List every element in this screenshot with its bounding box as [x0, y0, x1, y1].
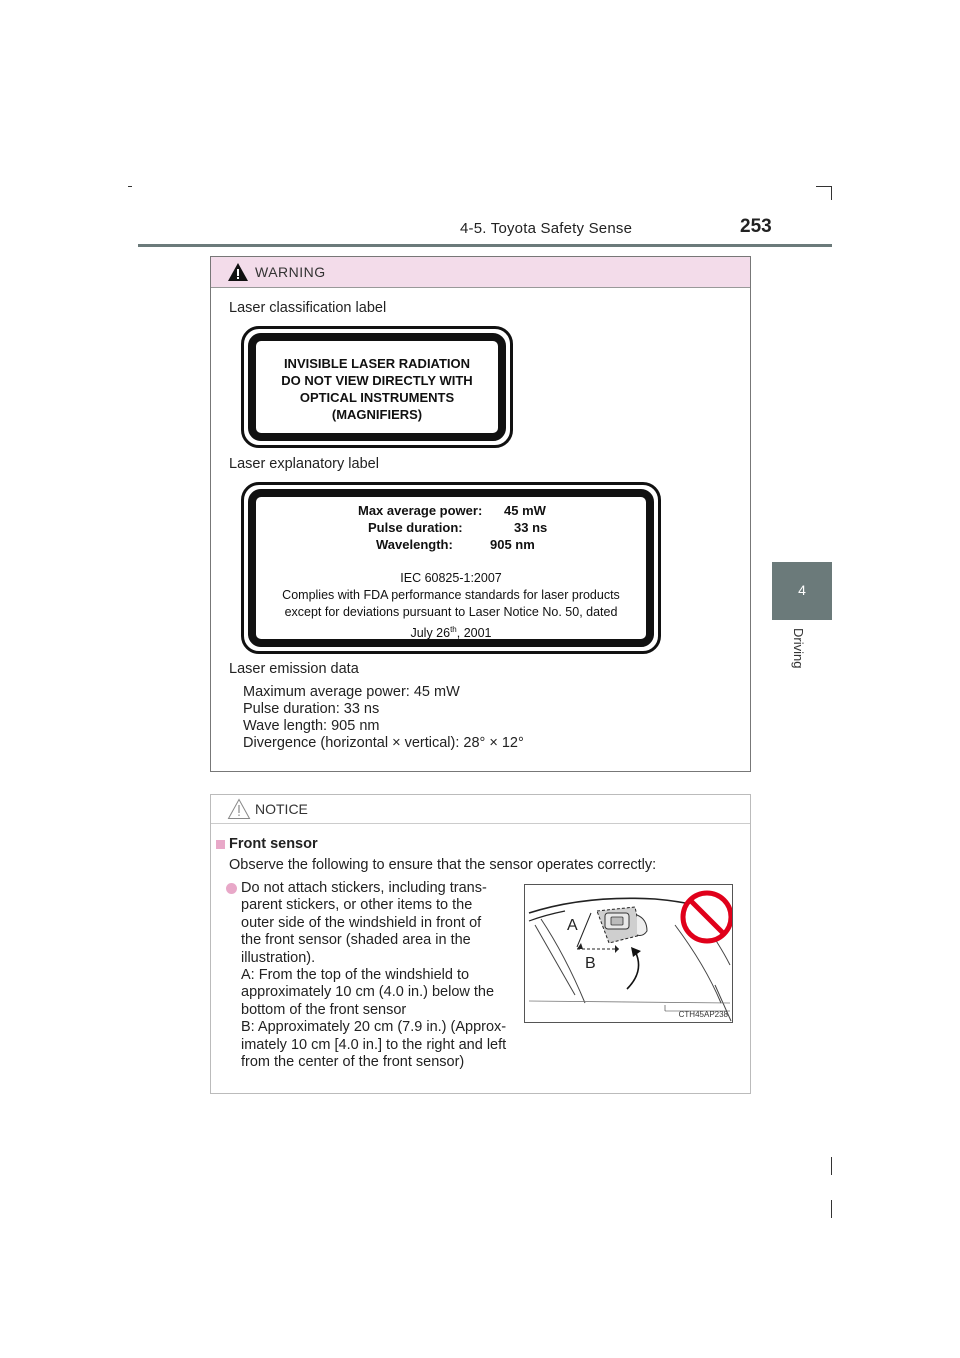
- label-compliance-line: Complies with FDA performance standards for laser products: [282, 588, 620, 602]
- label-row-value: 45 mW: [504, 503, 546, 518]
- label-date-suffix: , 2001: [456, 626, 492, 641]
- classification-label: [241, 326, 513, 448]
- emission-line: Wave length: 905 nm: [243, 718, 380, 734]
- label-row-value: 905 nm: [490, 537, 535, 552]
- page-number: 253: [740, 216, 772, 237]
- classification-label-caption: Laser classification label: [229, 300, 387, 316]
- explanatory-label: [241, 482, 661, 654]
- classification-label-line: DO NOT VIEW DIRECTLY WITH: [281, 373, 473, 388]
- emission-line: Divergence (horizontal × vertical): 28° × 12°: [243, 735, 524, 751]
- illustration-label-a: A: [567, 917, 578, 934]
- explanatory-label-caption: Laser explanatory label: [229, 456, 379, 472]
- windshield-illustration: [524, 884, 733, 1023]
- bullet-line: outer side of the windshield in front of: [241, 914, 482, 931]
- label-date-prefix: July 26: [410, 626, 451, 641]
- crop-mark: [831, 1157, 832, 1175]
- illustration-label-b: B: [585, 955, 596, 972]
- label-date-sup: th: [450, 625, 457, 634]
- notice-bullet-text: [241, 880, 514, 1071]
- emission-line: Maximum average power: 45 mW: [243, 684, 460, 700]
- bullet-line: A: From the top of the windshield to: [241, 967, 470, 984]
- bullet-dot-icon: [226, 883, 237, 894]
- chapter-label: Driving: [791, 628, 806, 669]
- bullet-line: Do not attach stickers, including trans-: [241, 880, 487, 896]
- section-title: 4-5. Toyota Safety Sense: [460, 220, 633, 237]
- crop-mark: [831, 1200, 832, 1218]
- label-date: [256, 621, 646, 642]
- label-row-name: Max average power:: [358, 503, 483, 518]
- crop-mark: [128, 186, 132, 187]
- classification-label-line: OPTICAL INSTRUMENTS: [299, 390, 455, 405]
- label-compliance-line: except for deviations pursuant to Laser Notice No. 50, dated: [284, 605, 618, 619]
- bullet-line: parent stickers, or other items to the: [241, 897, 473, 914]
- label-standard: IEC 60825-1:2007: [400, 571, 502, 585]
- warning-header: [211, 257, 750, 288]
- notice-header: [211, 795, 750, 824]
- warning-triangle-icon: [227, 262, 249, 282]
- classification-label-inner: [248, 333, 506, 441]
- label-row-name: Wavelength:: [376, 537, 453, 552]
- warning-title: WARNING: [255, 264, 326, 280]
- bullet-line: illustration).: [241, 949, 316, 966]
- notice-intro: Observe the following to ensure that the sensor operates correctly:: [229, 857, 657, 873]
- notice-title: NOTICE: [255, 801, 308, 817]
- chapter-tab: [772, 562, 832, 620]
- caution-triangle-icon: [227, 798, 251, 820]
- label-row-name: Pulse duration:: [368, 520, 463, 535]
- bullet-line: imately 10 cm [4.0 in.] to the right and left: [241, 1036, 507, 1053]
- bullet-line: from the center of the front sensor): [241, 1054, 465, 1071]
- bullet-line: approximately 10 cm (4.0 in.) below the: [241, 984, 495, 1001]
- chapter-number: 4: [798, 582, 806, 598]
- windshield-drawing: [525, 885, 732, 1022]
- explanatory-label-inner: [248, 489, 654, 647]
- header-rule: [138, 244, 832, 247]
- crop-mark: [831, 186, 832, 200]
- classification-label-line: (MAGNIFIERS): [331, 407, 423, 422]
- bullet-line: the front sensor (shaded area in the: [241, 932, 471, 949]
- bullet-line: B: Approximately 20 cm (7.9 in.) (Approx-: [241, 1019, 507, 1036]
- emission-line: Pulse duration: 33 ns: [243, 701, 380, 717]
- crop-mark: [816, 186, 832, 187]
- illustration-code: CTH45AP238: [678, 1010, 728, 1019]
- classification-label-line: INVISIBLE LASER RADIATION: [283, 356, 471, 371]
- emission-caption: Laser emission data: [229, 661, 359, 677]
- bullet-line: bottom of the front sensor: [241, 1001, 407, 1018]
- notice-subheading: Front sensor: [229, 836, 318, 852]
- label-row-value: 33 ns: [514, 520, 548, 535]
- square-bullet-icon: [216, 840, 225, 849]
